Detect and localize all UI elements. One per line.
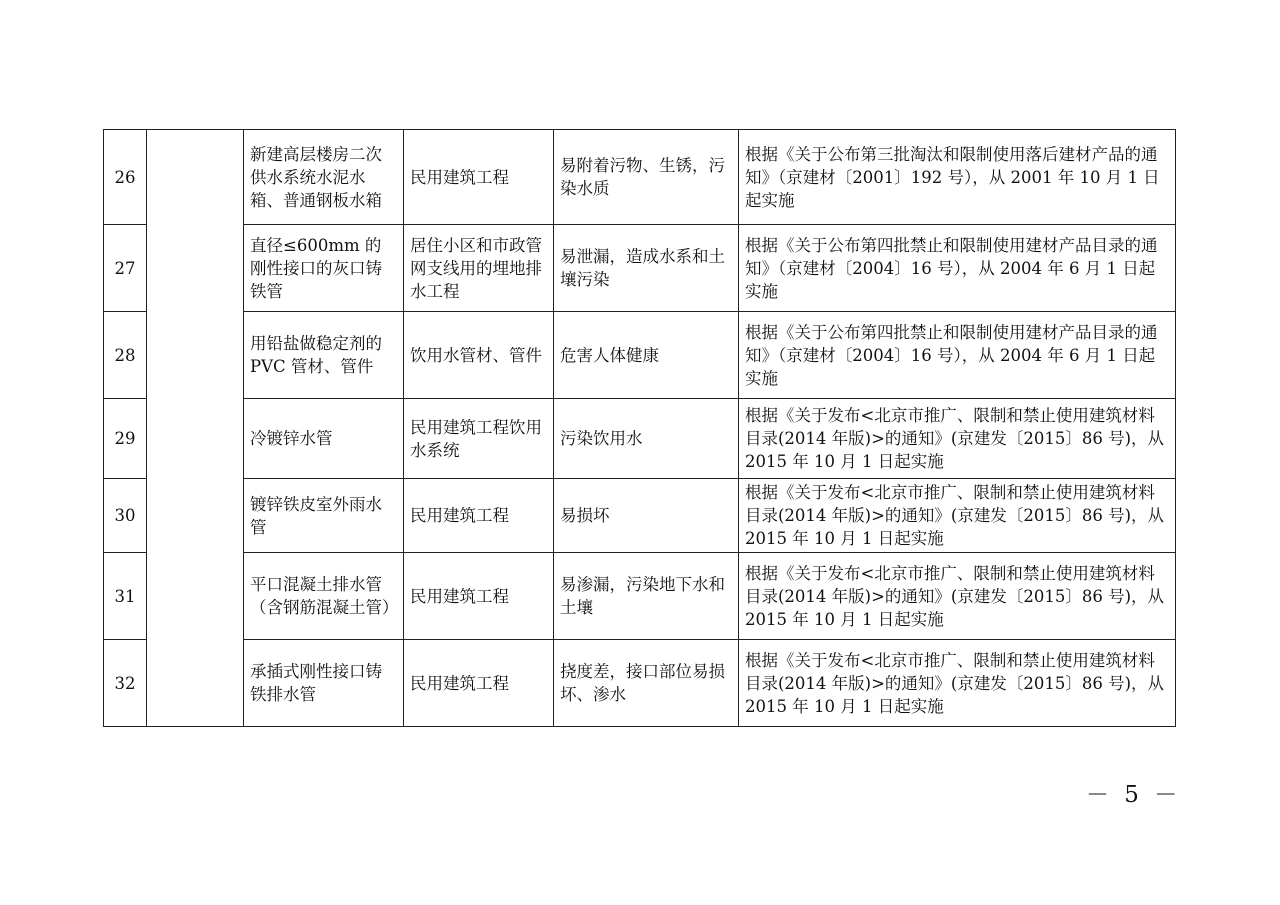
regulation-basis: 根据《关于发布<北京市推广、限制和禁止使用建筑材料目录(2014 年版)>的通知》(京建发〔2015〕86 号)，从 2015 年 10 月 1 日起实施	[739, 399, 1176, 479]
page-number: － 5 －	[1086, 782, 1182, 808]
material-name: 镀锌铁皮室外雨水管	[244, 479, 404, 553]
regulation-basis: 根据《关于发布<北京市推广、限制和禁止使用建筑材料目录(2014 年版)>的通知》(京建发〔2015〕86 号)，从 2015 年 10 月 1 日起实施	[739, 479, 1176, 553]
materials-table	[103, 129, 1176, 727]
restriction-reason: 危害人体健康	[554, 312, 739, 399]
material-name: 直径≤600mm 的刚性接口的灰口铸铁管	[244, 225, 404, 312]
table-row	[104, 640, 1176, 727]
material-name: 新建高层楼房二次供水系统水泥水箱、普通钢板水箱	[244, 130, 404, 225]
table-row	[104, 553, 1176, 640]
restriction-reason: 易损坏	[554, 479, 739, 553]
restriction-reason: 易渗漏，污染地下水和土壤	[554, 553, 739, 640]
table-row	[104, 130, 1176, 225]
application-scope: 民用建筑工程	[404, 553, 554, 640]
material-name: 平口混凝土排水管（含钢筋混凝土管）	[244, 553, 404, 640]
row-number: 30	[104, 479, 147, 553]
row-number: 27	[104, 225, 147, 312]
application-scope: 民用建筑工程	[404, 130, 554, 225]
application-scope: 民用建筑工程	[404, 479, 554, 553]
restriction-reason: 挠度差，接口部位易损坏、渗水	[554, 640, 739, 727]
row-number: 29	[104, 399, 147, 479]
row-number: 32	[104, 640, 147, 727]
application-scope: 居住小区和市政管网支线用的埋地排水工程	[404, 225, 554, 312]
regulation-basis: 根据《关于公布第四批禁止和限制使用建材产品目录的通知》（京建材〔2004〕16 号），从 2004 年 6 月 1 日起实施	[739, 225, 1176, 312]
material-name: 承插式刚性接口铸铁排水管	[244, 640, 404, 727]
table-row	[104, 225, 1176, 312]
row-number: 26	[104, 130, 147, 225]
row-number: 28	[104, 312, 147, 399]
table-row	[104, 312, 1176, 399]
regulation-basis: 根据《关于公布第四批禁止和限制使用建材产品目录的通知》（京建材〔2004〕16 号），从 2004 年 6 月 1 日起实施	[739, 312, 1176, 399]
regulation-basis: 根据《关于公布第三批淘汰和限制使用落后建材产品的通知》（京建材〔2001〕192 号），从 2001 年 10 月 1 日 起实施	[739, 130, 1176, 225]
restriction-reason: 易泄漏，造成水系和土壤污染	[554, 225, 739, 312]
row-number: 31	[104, 553, 147, 640]
category-cell	[147, 130, 244, 727]
material-name: 用铅盐做稳定剂的 PVC 管材、管件	[244, 312, 404, 399]
regulation-basis: 根据《关于发布<北京市推广、限制和禁止使用建筑材料目录(2014 年版)>的通知》(京建发〔2015〕86 号)，从 2015 年 10 月 1 日起实施	[739, 553, 1176, 640]
application-scope: 民用建筑工程饮用水系统	[404, 399, 554, 479]
restriction-reason: 易附着污物、生锈，污染水质	[554, 130, 739, 225]
application-scope: 饮用水管材、管件	[404, 312, 554, 399]
material-name: 冷镀锌水管	[244, 399, 404, 479]
table-row	[104, 399, 1176, 479]
restriction-reason: 污染饮用水	[554, 399, 739, 479]
application-scope: 民用建筑工程	[404, 640, 554, 727]
regulation-basis: 根据《关于发布<北京市推广、限制和禁止使用建筑材料目录(2014 年版)>的通知》(京建发〔2015〕86 号)，从 2015 年 10 月 1 日起实施	[739, 640, 1176, 727]
table-row	[104, 479, 1176, 553]
